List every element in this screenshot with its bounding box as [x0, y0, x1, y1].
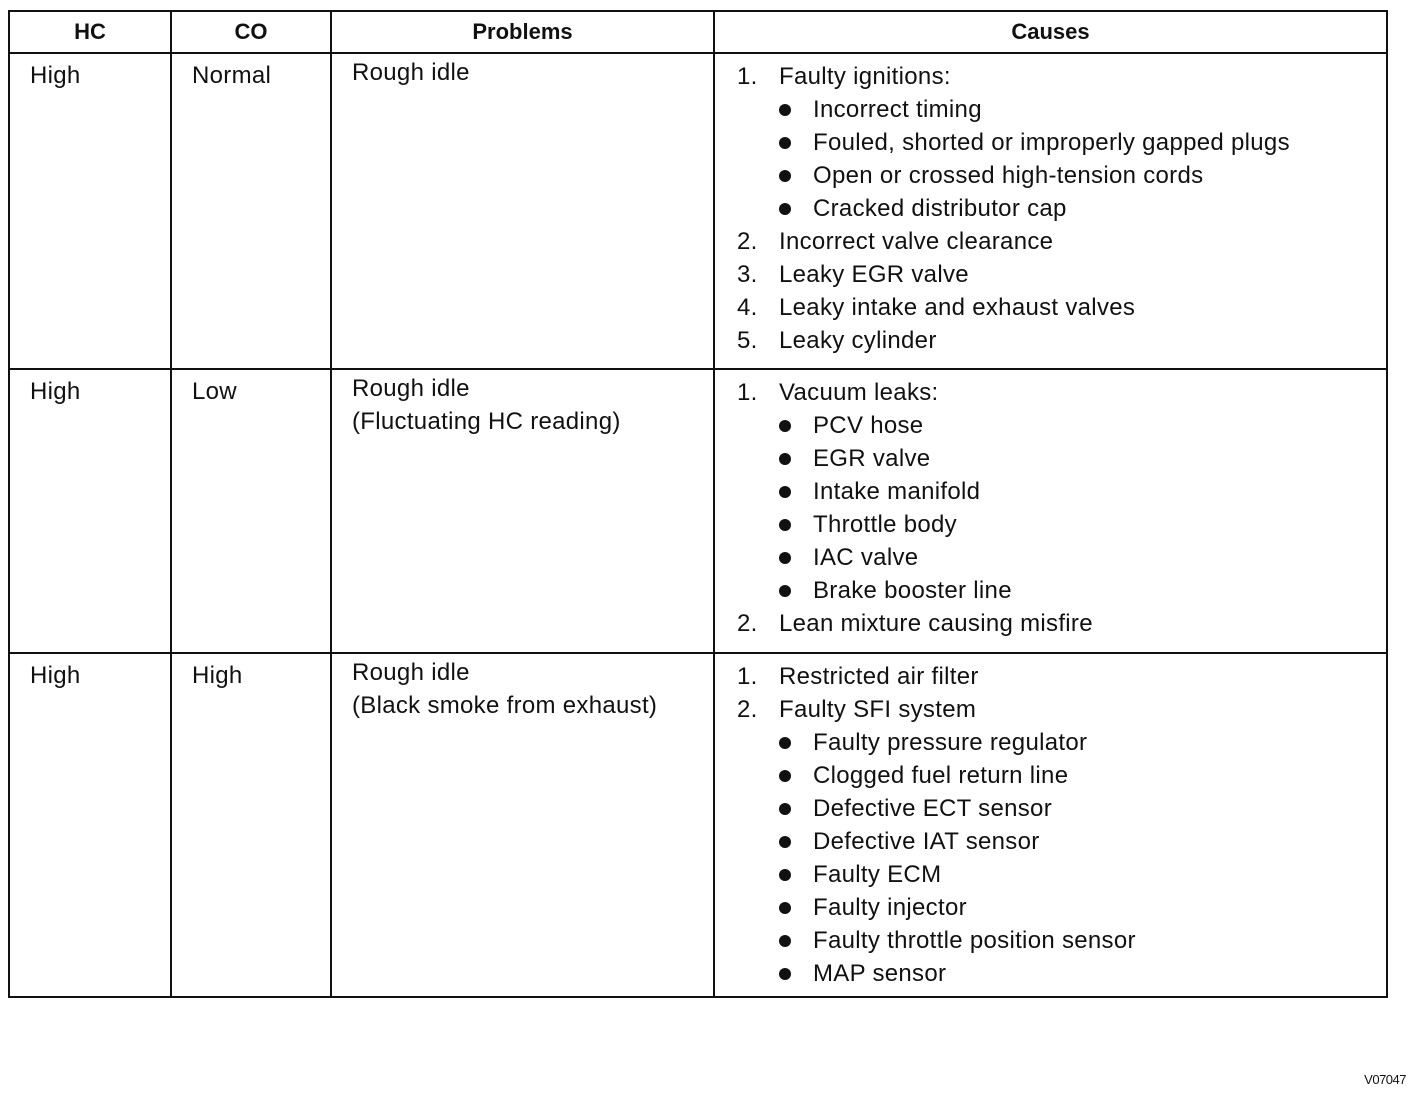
table-row	[9, 653, 1387, 997]
sub-cause-item	[779, 442, 1376, 475]
bullet-icon	[779, 170, 791, 182]
cause-main	[737, 324, 1376, 357]
problem-line: Rough idle	[352, 659, 470, 686]
sub-cause-item	[779, 541, 1376, 574]
bullet-icon	[779, 836, 791, 848]
cause-item	[737, 660, 1376, 693]
bullet-icon	[779, 486, 791, 498]
cause-item	[737, 376, 1376, 607]
cause-item	[737, 324, 1376, 357]
cell-co: High	[171, 653, 331, 997]
header-row	[9, 11, 1387, 53]
sub-cause-item	[779, 858, 1376, 891]
sub-cause-text: Brake booster line	[813, 577, 1012, 604]
table-body	[9, 53, 1387, 997]
cause-text: Restricted air filter	[779, 663, 979, 690]
sub-cause-item	[779, 159, 1376, 192]
cell-causes	[714, 369, 1387, 653]
cause-number: 1.	[737, 663, 758, 690]
sub-cause-text: MAP sensor	[813, 960, 947, 987]
sub-cause-text: Faulty throttle position sensor	[813, 927, 1136, 954]
sub-cause-text: Cracked distributor cap	[813, 195, 1067, 222]
sub-cause-text: Defective ECT sensor	[813, 795, 1052, 822]
cause-text: Faulty ignitions:	[779, 63, 951, 90]
cause-list	[737, 660, 1376, 990]
cause-main	[737, 291, 1376, 324]
cause-item	[737, 60, 1376, 225]
cause-text: Vacuum leaks:	[779, 379, 939, 406]
sub-cause-item	[779, 126, 1376, 159]
sub-cause-text: Faulty ECM	[813, 861, 942, 888]
cause-main	[737, 376, 1376, 409]
sub-cause-text: Incorrect timing	[813, 96, 982, 123]
problem-line: (Fluctuating HC reading)	[352, 408, 621, 435]
bullet-icon	[779, 902, 791, 914]
figure-code: V07047	[1364, 1072, 1406, 1087]
diagnosis-table	[8, 10, 1388, 998]
cause-item	[737, 258, 1376, 291]
header-hc: HC	[9, 11, 171, 53]
table-row	[9, 53, 1387, 369]
cause-item	[737, 693, 1376, 990]
cell-causes	[714, 653, 1387, 997]
cell-problems	[331, 653, 714, 997]
cause-text: Faulty SFI system	[779, 696, 977, 723]
cell-problems	[331, 369, 714, 653]
sub-cause-text: IAC valve	[813, 544, 919, 571]
cause-number: 2.	[737, 610, 758, 637]
sub-cause-text: EGR valve	[813, 445, 931, 472]
cell-hc: High	[9, 53, 171, 369]
sub-cause-item	[779, 792, 1376, 825]
cause-number: 4.	[737, 294, 758, 321]
sub-cause-list	[737, 93, 1376, 225]
sub-cause-text: Open or crossed high-tension cords	[813, 162, 1204, 189]
cause-list	[737, 376, 1376, 640]
problem-line: (Black smoke from exhaust)	[352, 692, 658, 719]
sub-cause-text: PCV hose	[813, 412, 924, 439]
bullet-icon	[779, 137, 791, 149]
bullet-icon	[779, 585, 791, 597]
bullet-icon	[779, 737, 791, 749]
cause-number: 1.	[737, 63, 758, 90]
sub-cause-text: Clogged fuel return line	[813, 762, 1069, 789]
problem-line: Rough idle	[352, 375, 470, 402]
diagnosis-table-container	[8, 10, 1386, 998]
cause-main	[737, 225, 1376, 258]
bullet-icon	[779, 552, 791, 564]
sub-cause-item	[779, 957, 1376, 990]
bullet-icon	[779, 869, 791, 881]
header-causes: Causes	[714, 11, 1387, 53]
cause-text: Leaky intake and exhaust valves	[779, 294, 1136, 321]
table-row	[9, 369, 1387, 653]
cause-main	[737, 60, 1376, 93]
sub-cause-item	[779, 93, 1376, 126]
sub-cause-item	[779, 924, 1376, 957]
cause-item	[737, 225, 1376, 258]
cause-main	[737, 607, 1376, 640]
cause-text: Leaky EGR valve	[779, 261, 969, 288]
sub-cause-text: Intake manifold	[813, 478, 981, 505]
sub-cause-text: Faulty pressure regulator	[813, 729, 1088, 756]
bullet-icon	[779, 935, 791, 947]
cause-number: 2.	[737, 696, 758, 723]
cause-number: 2.	[737, 228, 758, 255]
bullet-icon	[779, 968, 791, 980]
sub-cause-item	[779, 825, 1376, 858]
cause-number: 3.	[737, 261, 758, 288]
sub-cause-text: Faulty injector	[813, 894, 967, 921]
sub-cause-text: Throttle body	[813, 511, 957, 538]
sub-cause-text: Defective IAT sensor	[813, 828, 1040, 855]
bullet-icon	[779, 203, 791, 215]
bullet-icon	[779, 104, 791, 116]
cause-text: Leaky cylinder	[779, 327, 937, 354]
sub-cause-item	[779, 759, 1376, 792]
cause-main	[737, 258, 1376, 291]
cell-co: Normal	[171, 53, 331, 369]
bullet-icon	[779, 770, 791, 782]
bullet-icon	[779, 453, 791, 465]
sub-cause-item	[779, 891, 1376, 924]
sub-cause-item	[779, 508, 1376, 541]
bullet-icon	[779, 803, 791, 815]
cell-causes	[714, 53, 1387, 369]
cause-number: 1.	[737, 379, 758, 406]
cause-main	[737, 660, 1376, 693]
bullet-icon	[779, 420, 791, 432]
cause-item	[737, 291, 1376, 324]
sub-cause-item	[779, 192, 1376, 225]
sub-cause-text: Fouled, shorted or improperly gapped plugs	[813, 129, 1290, 156]
cell-hc: High	[9, 369, 171, 653]
sub-cause-list	[737, 726, 1376, 990]
cause-main	[737, 693, 1376, 726]
cell-co: Low	[171, 369, 331, 653]
bullet-icon	[779, 519, 791, 531]
header-problems: Problems	[331, 11, 714, 53]
cause-text: Lean mixture causing misfire	[779, 610, 1093, 637]
sub-cause-item	[779, 574, 1376, 607]
sub-cause-item	[779, 726, 1376, 759]
header-co: CO	[171, 11, 331, 53]
cause-item	[737, 607, 1376, 640]
cause-list	[737, 60, 1376, 357]
problem-line: Rough idle	[352, 59, 470, 86]
cell-hc: High	[9, 653, 171, 997]
sub-cause-item	[779, 409, 1376, 442]
sub-cause-list	[737, 409, 1376, 607]
cause-number: 5.	[737, 327, 758, 354]
sub-cause-item	[779, 475, 1376, 508]
cell-problems	[331, 53, 714, 369]
cause-text: Incorrect valve clearance	[779, 228, 1054, 255]
